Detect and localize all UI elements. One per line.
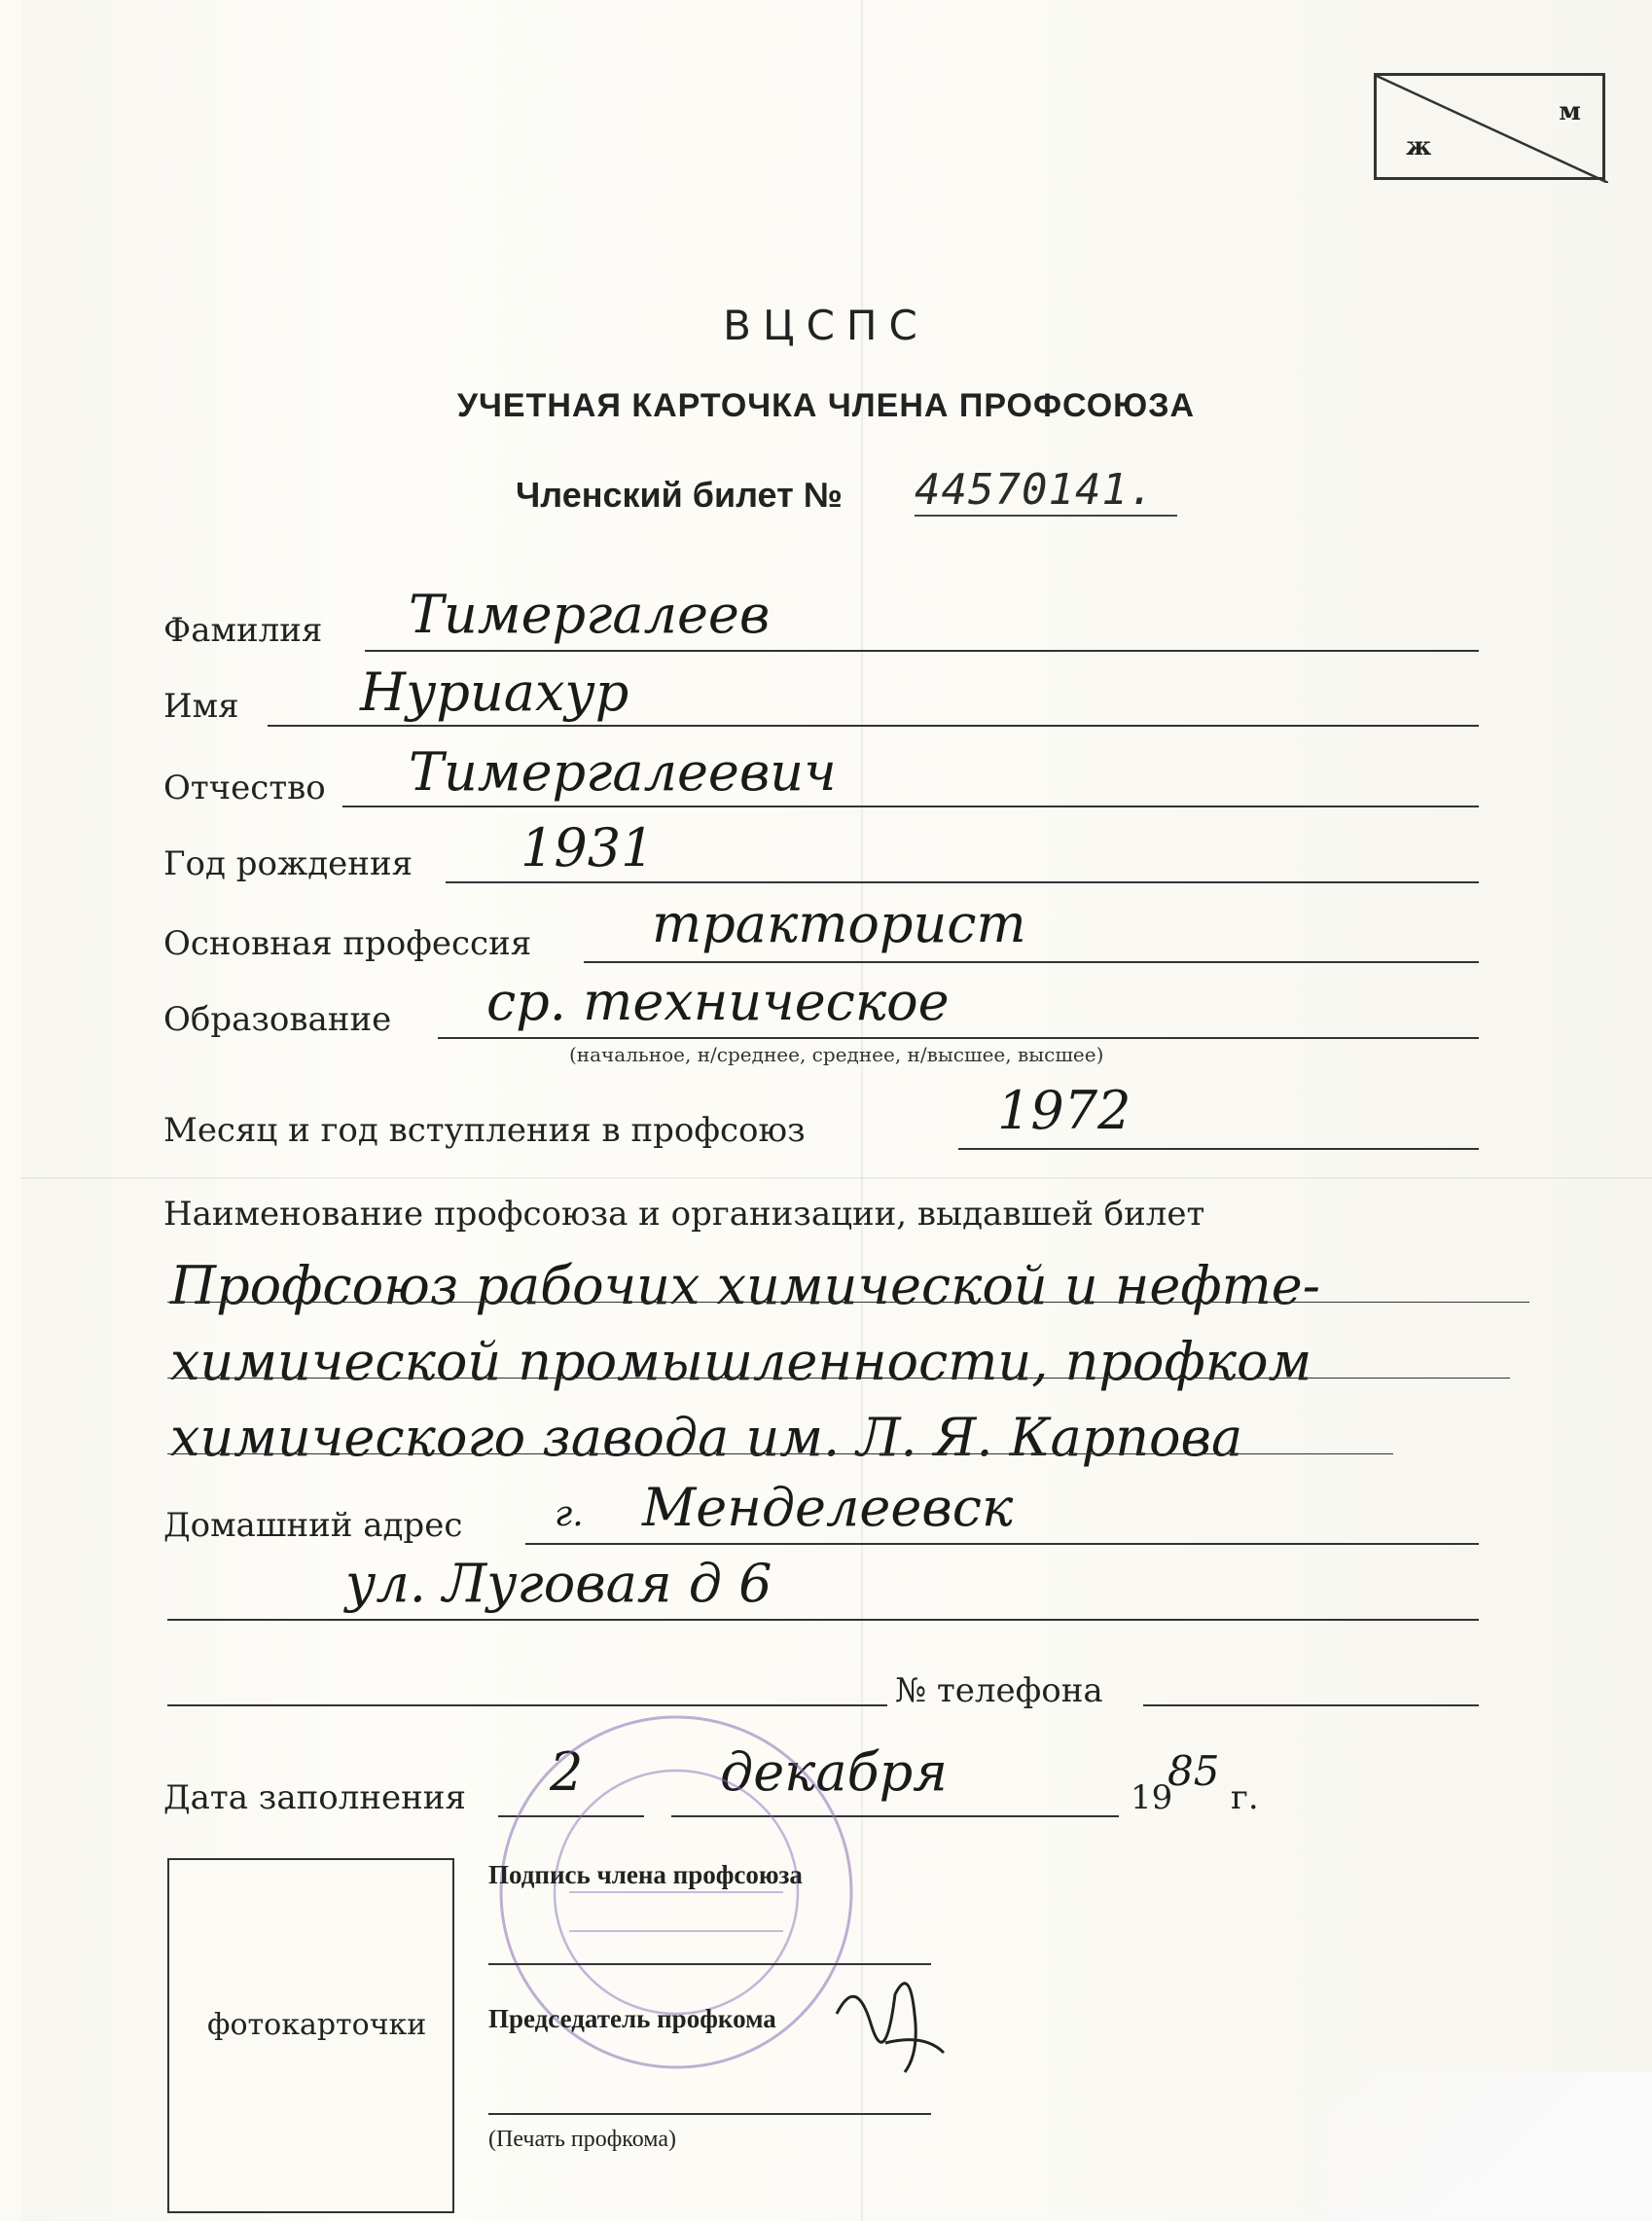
patronymic-label: Отчество	[163, 769, 326, 807]
education-label: Образование	[163, 1000, 392, 1039]
birth-year-label: Год рождения	[163, 844, 413, 883]
address-street: ул. Луговая д 6	[345, 1553, 772, 1614]
profession-label: Основная профессия	[163, 924, 532, 963]
profession-value: тракторист	[652, 893, 1026, 954]
ticket-label: Членский билет №	[516, 475, 843, 515]
union-org-label: Наименование профсоюза и организации, выдавшей билет	[163, 1195, 1205, 1234]
address-line-1	[525, 1543, 1479, 1545]
union-org-line-2: химической промышленности, профком	[170, 1331, 1312, 1392]
gender-box	[1374, 73, 1605, 180]
fill-date-month: декабря	[720, 1741, 948, 1803]
fold-crease-horizontal	[21, 1177, 1652, 1179]
name-label: Имя	[163, 687, 239, 726]
patronymic-line	[342, 806, 1479, 807]
education-value: ср. техническое	[486, 971, 950, 1032]
fill-date-g: г.	[1231, 1778, 1259, 1817]
phone-line-right	[1143, 1704, 1479, 1706]
address-prefix: г.	[555, 1494, 584, 1534]
fill-date-year-suffix: 85	[1167, 1747, 1220, 1795]
gender-female-letter: ж	[1406, 132, 1432, 161]
phone-label: № телефона	[895, 1671, 1103, 1710]
education-hint: (начальное, н/среднее, среднее, н/высшее, высшее)	[569, 1043, 1104, 1066]
name-line	[268, 725, 1479, 727]
fill-date-day: 2	[550, 1741, 584, 1803]
surname-line	[365, 650, 1479, 652]
address-label: Домашний адрес	[163, 1506, 463, 1545]
chairman-signature-icon	[817, 1955, 963, 2092]
union-org-line-1: Профсоюз рабочих химической и нефте-	[170, 1255, 1320, 1316]
gender-male-letter: м	[1559, 97, 1581, 126]
org-name: ВЦСПС	[723, 302, 929, 349]
surname-value: Тимергалеев	[409, 584, 771, 645]
patronymic-value: Тимергалеевич	[409, 741, 837, 803]
join-date-label: Месяц и год вступления в профсоюз	[163, 1111, 806, 1150]
name-value: Нуриахур	[360, 662, 629, 723]
fill-date-year-prefix: 19	[1131, 1778, 1173, 1817]
birth-year-value: 1931	[521, 817, 655, 878]
surname-label: Фамилия	[163, 611, 323, 650]
card-title: УЧЕТНАЯ КАРТОЧКА ЧЛЕНА ПРОФСОЮЗА	[456, 387, 1196, 424]
union-org-underline-3	[167, 1453, 1393, 1454]
chairman-label: Председатель профкома	[488, 2004, 776, 2033]
address-city: Менделеевск	[642, 1477, 1014, 1538]
union-org-underline-2	[167, 1378, 1510, 1379]
profession-line	[584, 961, 1479, 963]
education-line	[438, 1037, 1479, 1039]
join-date-line	[958, 1148, 1479, 1150]
gender-diagonal-icon	[1377, 76, 1608, 183]
join-date-value: 1972	[997, 1080, 1131, 1141]
union-org-underline-1	[167, 1302, 1529, 1303]
seal-label: (Печать профкома)	[488, 2127, 676, 2152]
address-line-2	[167, 1619, 1479, 1621]
photo-label: фотокарточки	[207, 2008, 427, 2042]
fill-date-label: Дата заполнения	[163, 1778, 466, 1817]
chairman-signature-line	[488, 2113, 931, 2115]
union-org-line-3: химического завода им. Л. Я. Карпова	[170, 1407, 1243, 1468]
ticket-number: 44570141.	[915, 465, 1177, 517]
member-signature-label: Подпись члена профсоюза	[488, 1860, 803, 1889]
birth-year-line	[446, 881, 1479, 883]
scan-glare	[1323, 2072, 1652, 2221]
